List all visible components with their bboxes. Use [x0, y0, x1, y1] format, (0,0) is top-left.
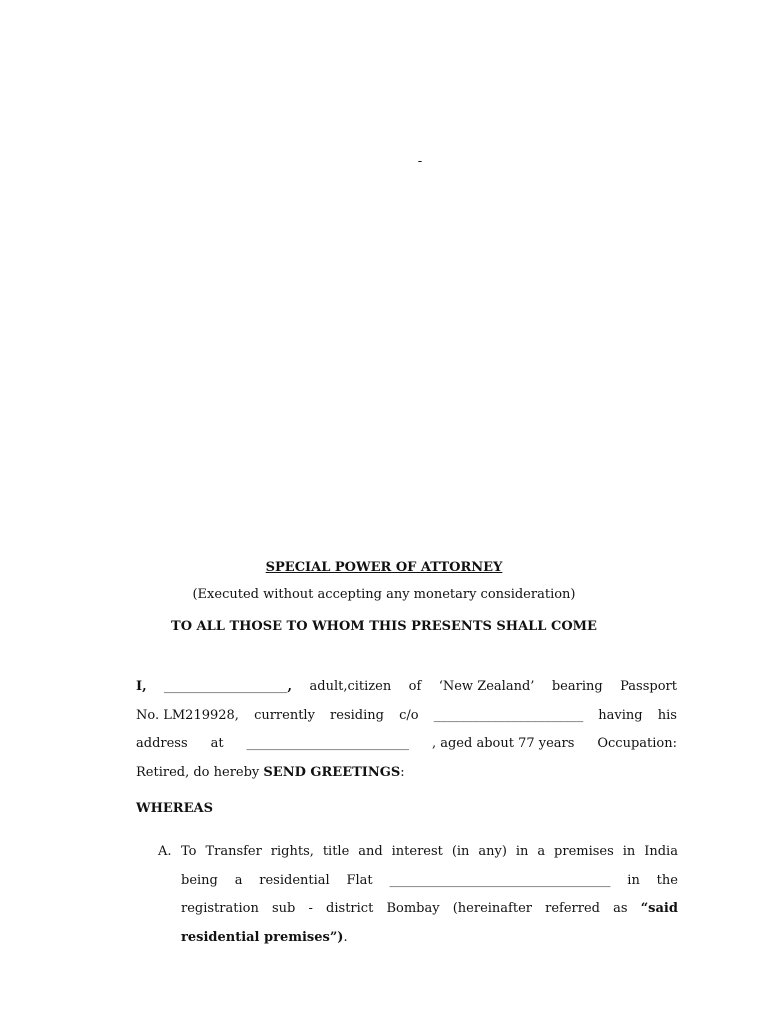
intro-pronoun: I, — [136, 679, 147, 694]
intro-word: Occupation: — [597, 736, 677, 752]
recital-word: as — [613, 901, 628, 917]
said-residential-premises: residential premises”) — [181, 930, 344, 946]
recital-word: rights, — [270, 844, 314, 859]
recital-text-end: . — [343, 930, 348, 946]
blank-flat-field: __________________________________ — [389, 872, 611, 888]
recital-word: Bombay — [386, 901, 440, 917]
recital-word: - — [308, 901, 313, 917]
intro-comma: , — [287, 679, 293, 694]
recital-word: interest — [391, 844, 443, 859]
recital-word: India — [644, 844, 678, 859]
recital-line-3 — [181, 895, 678, 924]
intro-word: residing — [330, 707, 384, 723]
blank-address-field: _________________________ — [246, 736, 410, 752]
intro-word: No. LM219928, — [136, 707, 239, 723]
recital-line-4 — [181, 924, 678, 953]
recital-letter: A. — [158, 844, 172, 859]
send-greetings: SEND GREETINGS — [263, 765, 401, 781]
blank-name-field: ___________________ — [164, 679, 288, 694]
recital-word: residential — [259, 872, 330, 888]
document-title: SPECIAL POWER OF ATTORNEY — [265, 560, 503, 575]
recital-word: a — [234, 872, 243, 888]
recital-word: To — [181, 844, 197, 859]
intro-word: c/o — [399, 707, 419, 723]
document-address-line: TO ALL THOSE TO WHOM THIS PRESENTS SHALL COME — [171, 619, 597, 634]
intro-word: adult,citizen — [309, 679, 392, 694]
intro-line-1 — [136, 673, 677, 702]
intro-word: Passport — [620, 679, 677, 694]
intro-word: bearing — [551, 679, 603, 694]
recital-word: in — [627, 872, 640, 888]
recital-text — [181, 838, 678, 953]
intro-word: of — [408, 679, 422, 694]
intro-word: having — [598, 707, 643, 723]
intro-paragraph — [136, 673, 677, 788]
recital-word: a — [537, 844, 546, 859]
intro-word: address — [136, 736, 188, 752]
whereas-heading: WHEREAS — [136, 801, 213, 816]
recital-word: premises — [554, 844, 614, 859]
recital-line-1 — [181, 838, 678, 867]
intro-word: , aged about 77 years — [431, 736, 575, 752]
recital-word: “said — [640, 901, 678, 917]
recital-word: (hereinafter — [452, 901, 532, 917]
recital-word: any) — [478, 844, 507, 859]
recital-word: district — [326, 901, 374, 917]
recital-word: referred — [545, 901, 600, 917]
recital-word: title — [322, 844, 350, 859]
recital-word: registration — [181, 901, 259, 917]
recital-word: the — [656, 872, 678, 888]
intro-word: currently — [254, 707, 315, 723]
recital-word: and — [358, 844, 383, 859]
intro-line-4 — [136, 759, 677, 788]
intro-word: ‘New Zealand’ — [438, 679, 535, 694]
intro-text: Retired, do hereby — [136, 765, 264, 781]
recital-word: in — [515, 844, 529, 859]
intro-text: : — [400, 765, 405, 781]
recital-word: Flat — [346, 872, 373, 888]
intro-line-3 — [136, 730, 677, 759]
intro-word: his — [657, 707, 677, 723]
recital-word: sub — [271, 901, 296, 917]
recital-word: in — [622, 844, 636, 859]
intro-word: at — [210, 736, 224, 752]
header-dash: - — [417, 154, 423, 169]
recital-word: Transfer — [205, 844, 262, 859]
recital-word: (in — [451, 844, 470, 859]
recital-line-2 — [181, 867, 678, 896]
recital-word: being — [181, 872, 218, 888]
intro-line-2 — [136, 702, 677, 731]
document-subtitle: (Executed without accepting any monetary consideration) — [192, 587, 576, 602]
blank-care-of-field: _______________________ — [433, 707, 584, 723]
